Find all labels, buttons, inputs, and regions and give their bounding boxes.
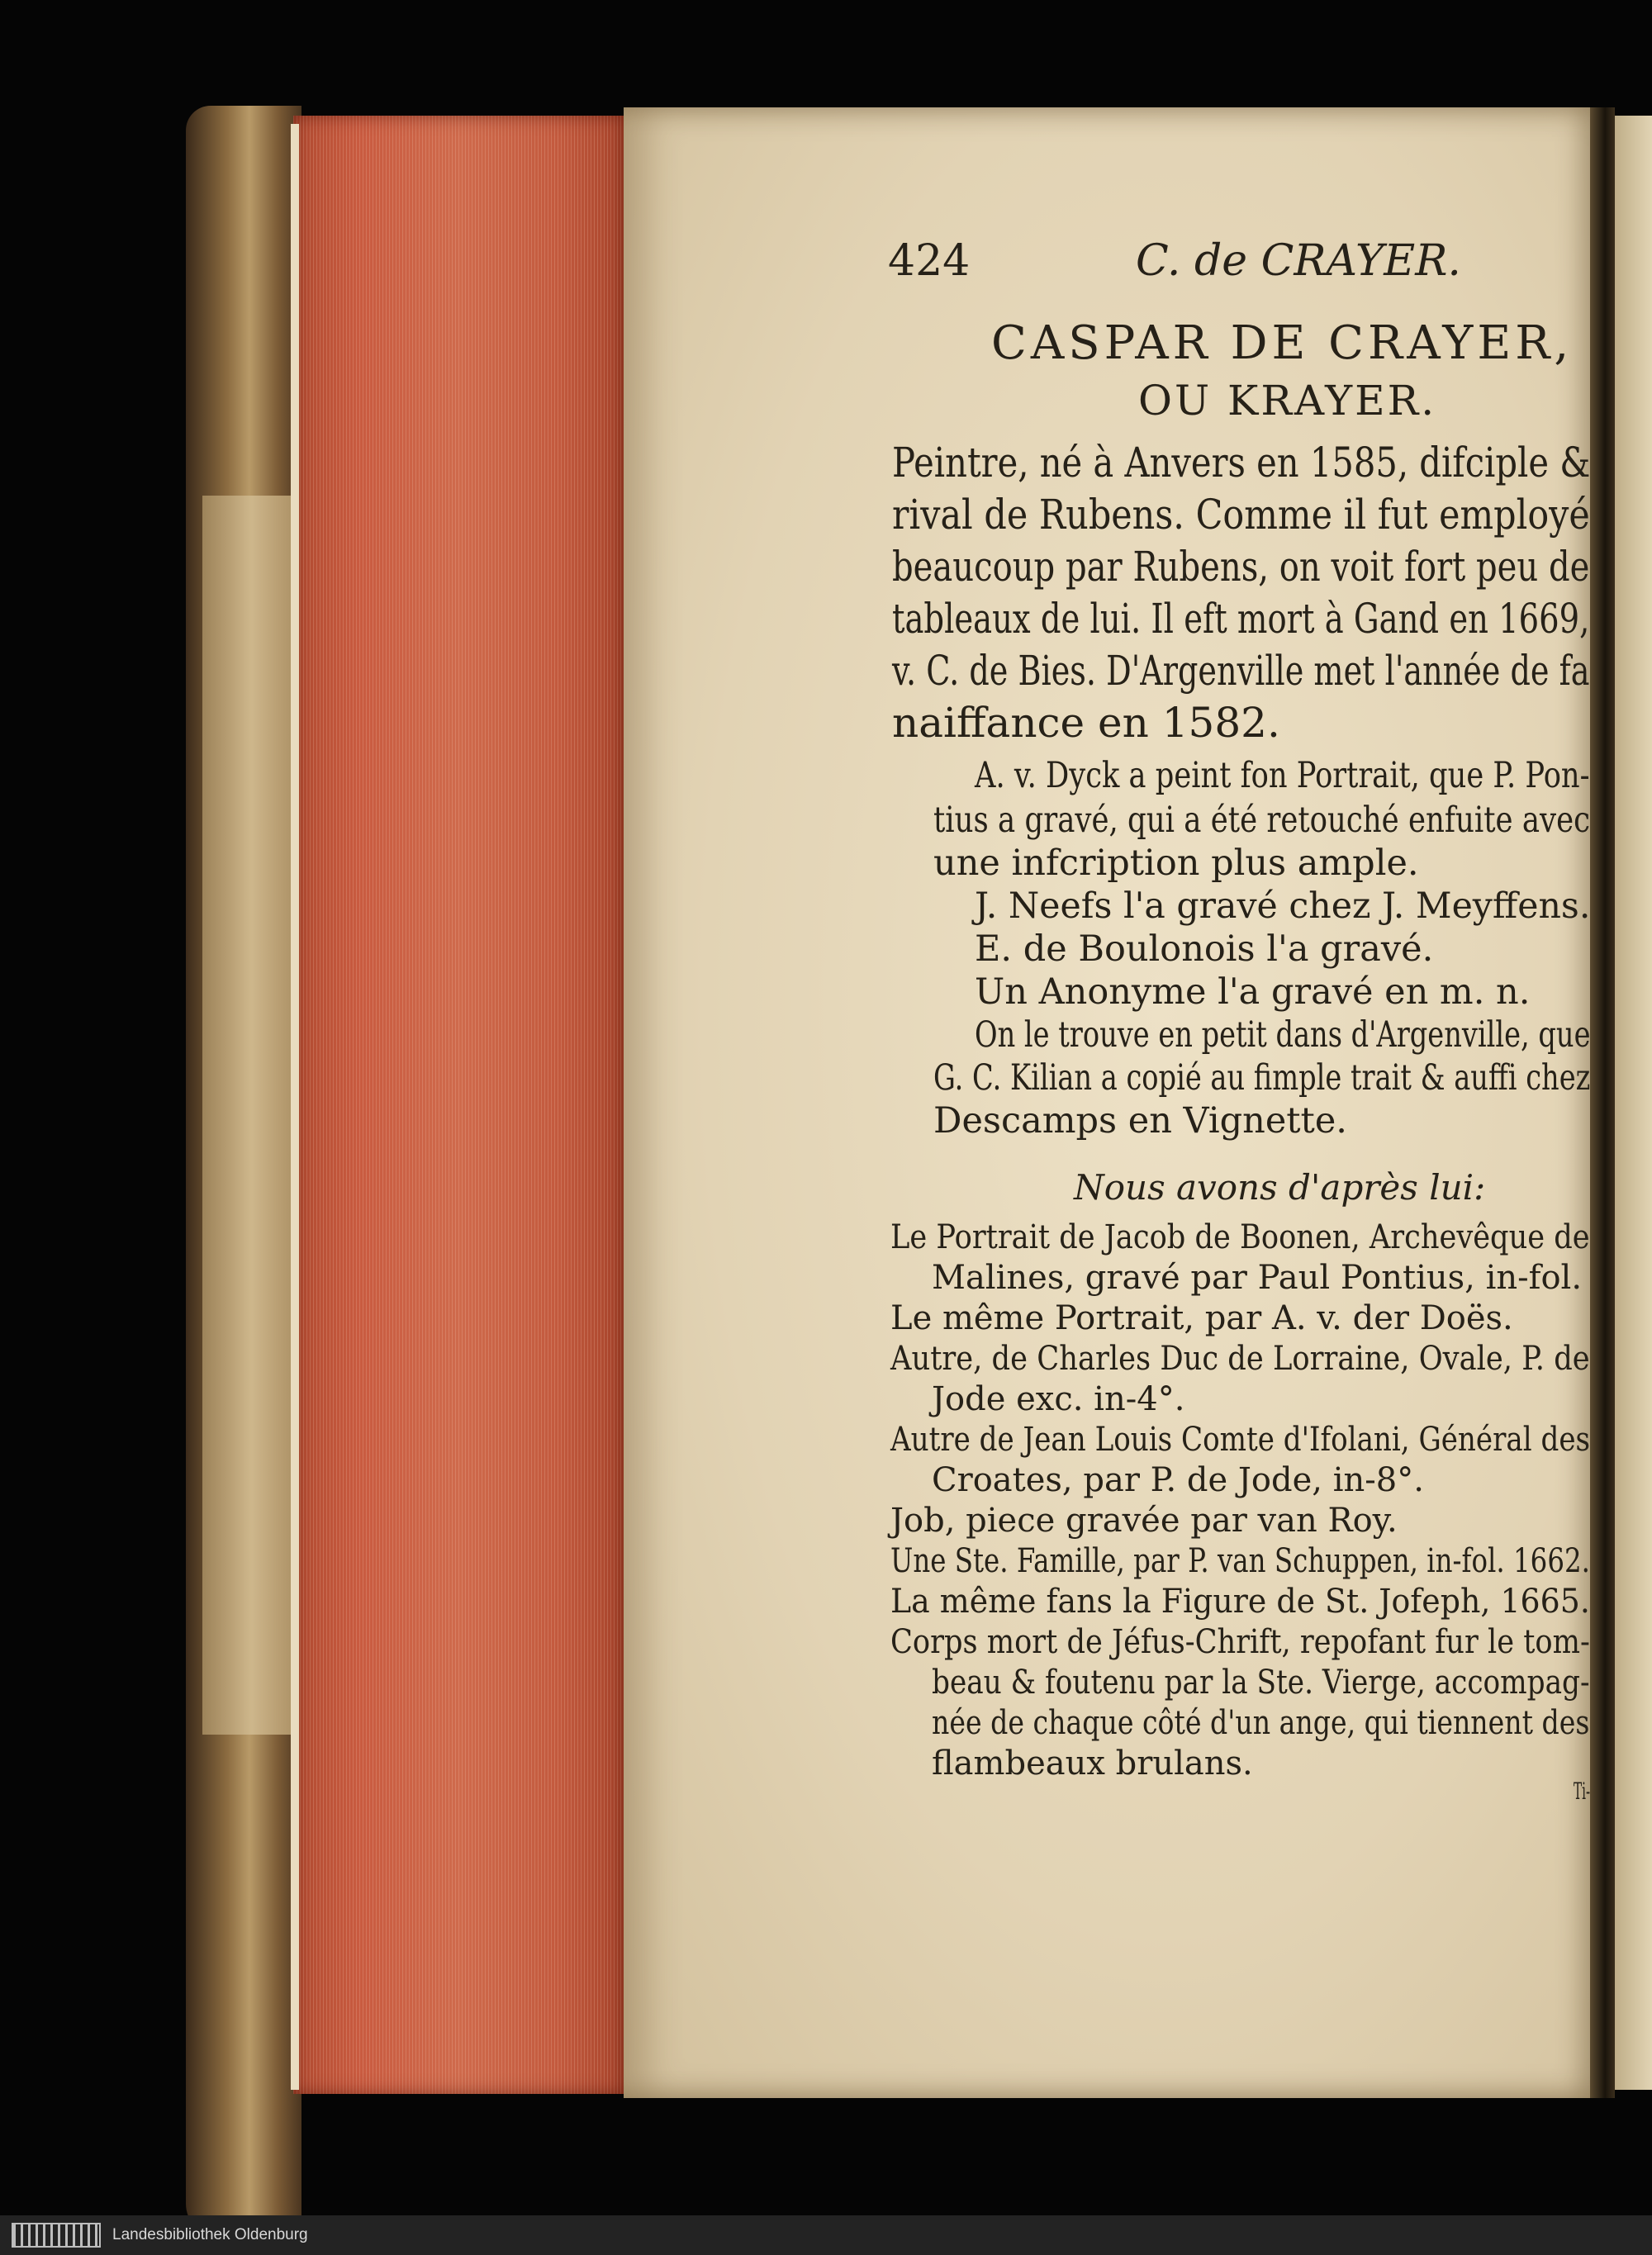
paragraph-line: v. C. de Bies. D'Argenville met l'année de fa [892, 647, 1590, 695]
entry-line: Une Ste. Famille, par P. van Schuppen, in-fol. 1662. [890, 1542, 1590, 1580]
note-line: J. Neefs l'a gravé chez J. Meyffens. [975, 885, 1591, 927]
entry-line: Jode exc. in-4°. [932, 1380, 1185, 1418]
section-heading: Nous avons d'après lui: [1074, 1167, 1486, 1208]
paragraph-line: Peintre, né à Anvers en 1585, difciple & [892, 439, 1591, 487]
book-cover-patch [202, 496, 301, 1735]
paragraph-line: rival de Rubens. Comme il fut employé [892, 491, 1590, 539]
catchword: Ti- [1574, 1778, 1591, 1805]
note-line: Un Anonyme l'a gravé en m. n. [975, 971, 1531, 1013]
note-line: G. C. Kilian a copié au fimple trait & auffi chez [933, 1057, 1591, 1099]
entry-line: beau & foutenu par la Ste. Vierge, accompag- [932, 1664, 1590, 1702]
entry-line: La même fans la Figure de St. Jofeph, 1665. [890, 1583, 1590, 1621]
paragraph-line: naiffance en 1582. [892, 699, 1280, 747]
entry-line: Malines, gravé par Paul Pontius, in-fol. [932, 1259, 1583, 1297]
page-fore-edge [293, 116, 624, 2094]
entry-line: Job, piece gravée par van Roy. [890, 1502, 1398, 1540]
article-title-line-2: OU KRAYER. [1138, 377, 1437, 425]
paragraph-line: tableaux de lui. Il eft mort à Gand en 1669, [892, 595, 1590, 643]
article-title-line-1: CASPAR DE CRAYER, [991, 316, 1574, 370]
viewer-footer [0, 2215, 1652, 2255]
page-number: 424 [888, 236, 971, 286]
note-line: A. v. Dyck a peint fon Portrait, que P. Pon- [975, 755, 1590, 796]
note-line: Descamps en Vignette. [933, 1100, 1347, 1142]
entry-line: Autre de Jean Louis Comte d'Ifolani, Général des [890, 1421, 1591, 1459]
entry-line: Croates, par P. de Jode, in-8°. [932, 1461, 1424, 1499]
facing-page-edge [1615, 116, 1652, 2090]
entry-line: Corps mort de Jéfus-Chrift, repofant fur le tom- [890, 1623, 1590, 1661]
paragraph-line: beaucoup par Rubens, on voit fort peu de [892, 543, 1590, 591]
library-logo-icon [12, 2223, 101, 2248]
book-gutter [1590, 107, 1615, 2098]
note-line: tius a gravé, qui a été retouché enfuite avec [933, 800, 1590, 841]
entry-line: flambeaux brulans. [932, 1745, 1253, 1783]
entry-line: Autre, de Charles Duc de Lorraine, Ovale, P. de [890, 1340, 1590, 1378]
note-line: E. de Boulonois l'a gravé. [975, 928, 1434, 970]
library-name: Landesbibliothek Oldenburg [112, 2226, 308, 2243]
page-fore-edge-margin [291, 124, 299, 2090]
entry-line: née de chaque côté d'un ange, qui tiennent des [932, 1704, 1590, 1742]
note-line: une infcription plus ample. [933, 843, 1419, 884]
note-line: On le trouve en petit dans d'Argenville, que [975, 1014, 1591, 1056]
entry-line: Le Portrait de Jacob de Boonen, Archevêque de [890, 1218, 1590, 1256]
running-title: C. de CRAYER. [1136, 236, 1461, 286]
entry-line: Le même Portrait, par A. v. der Doës. [890, 1299, 1513, 1337]
